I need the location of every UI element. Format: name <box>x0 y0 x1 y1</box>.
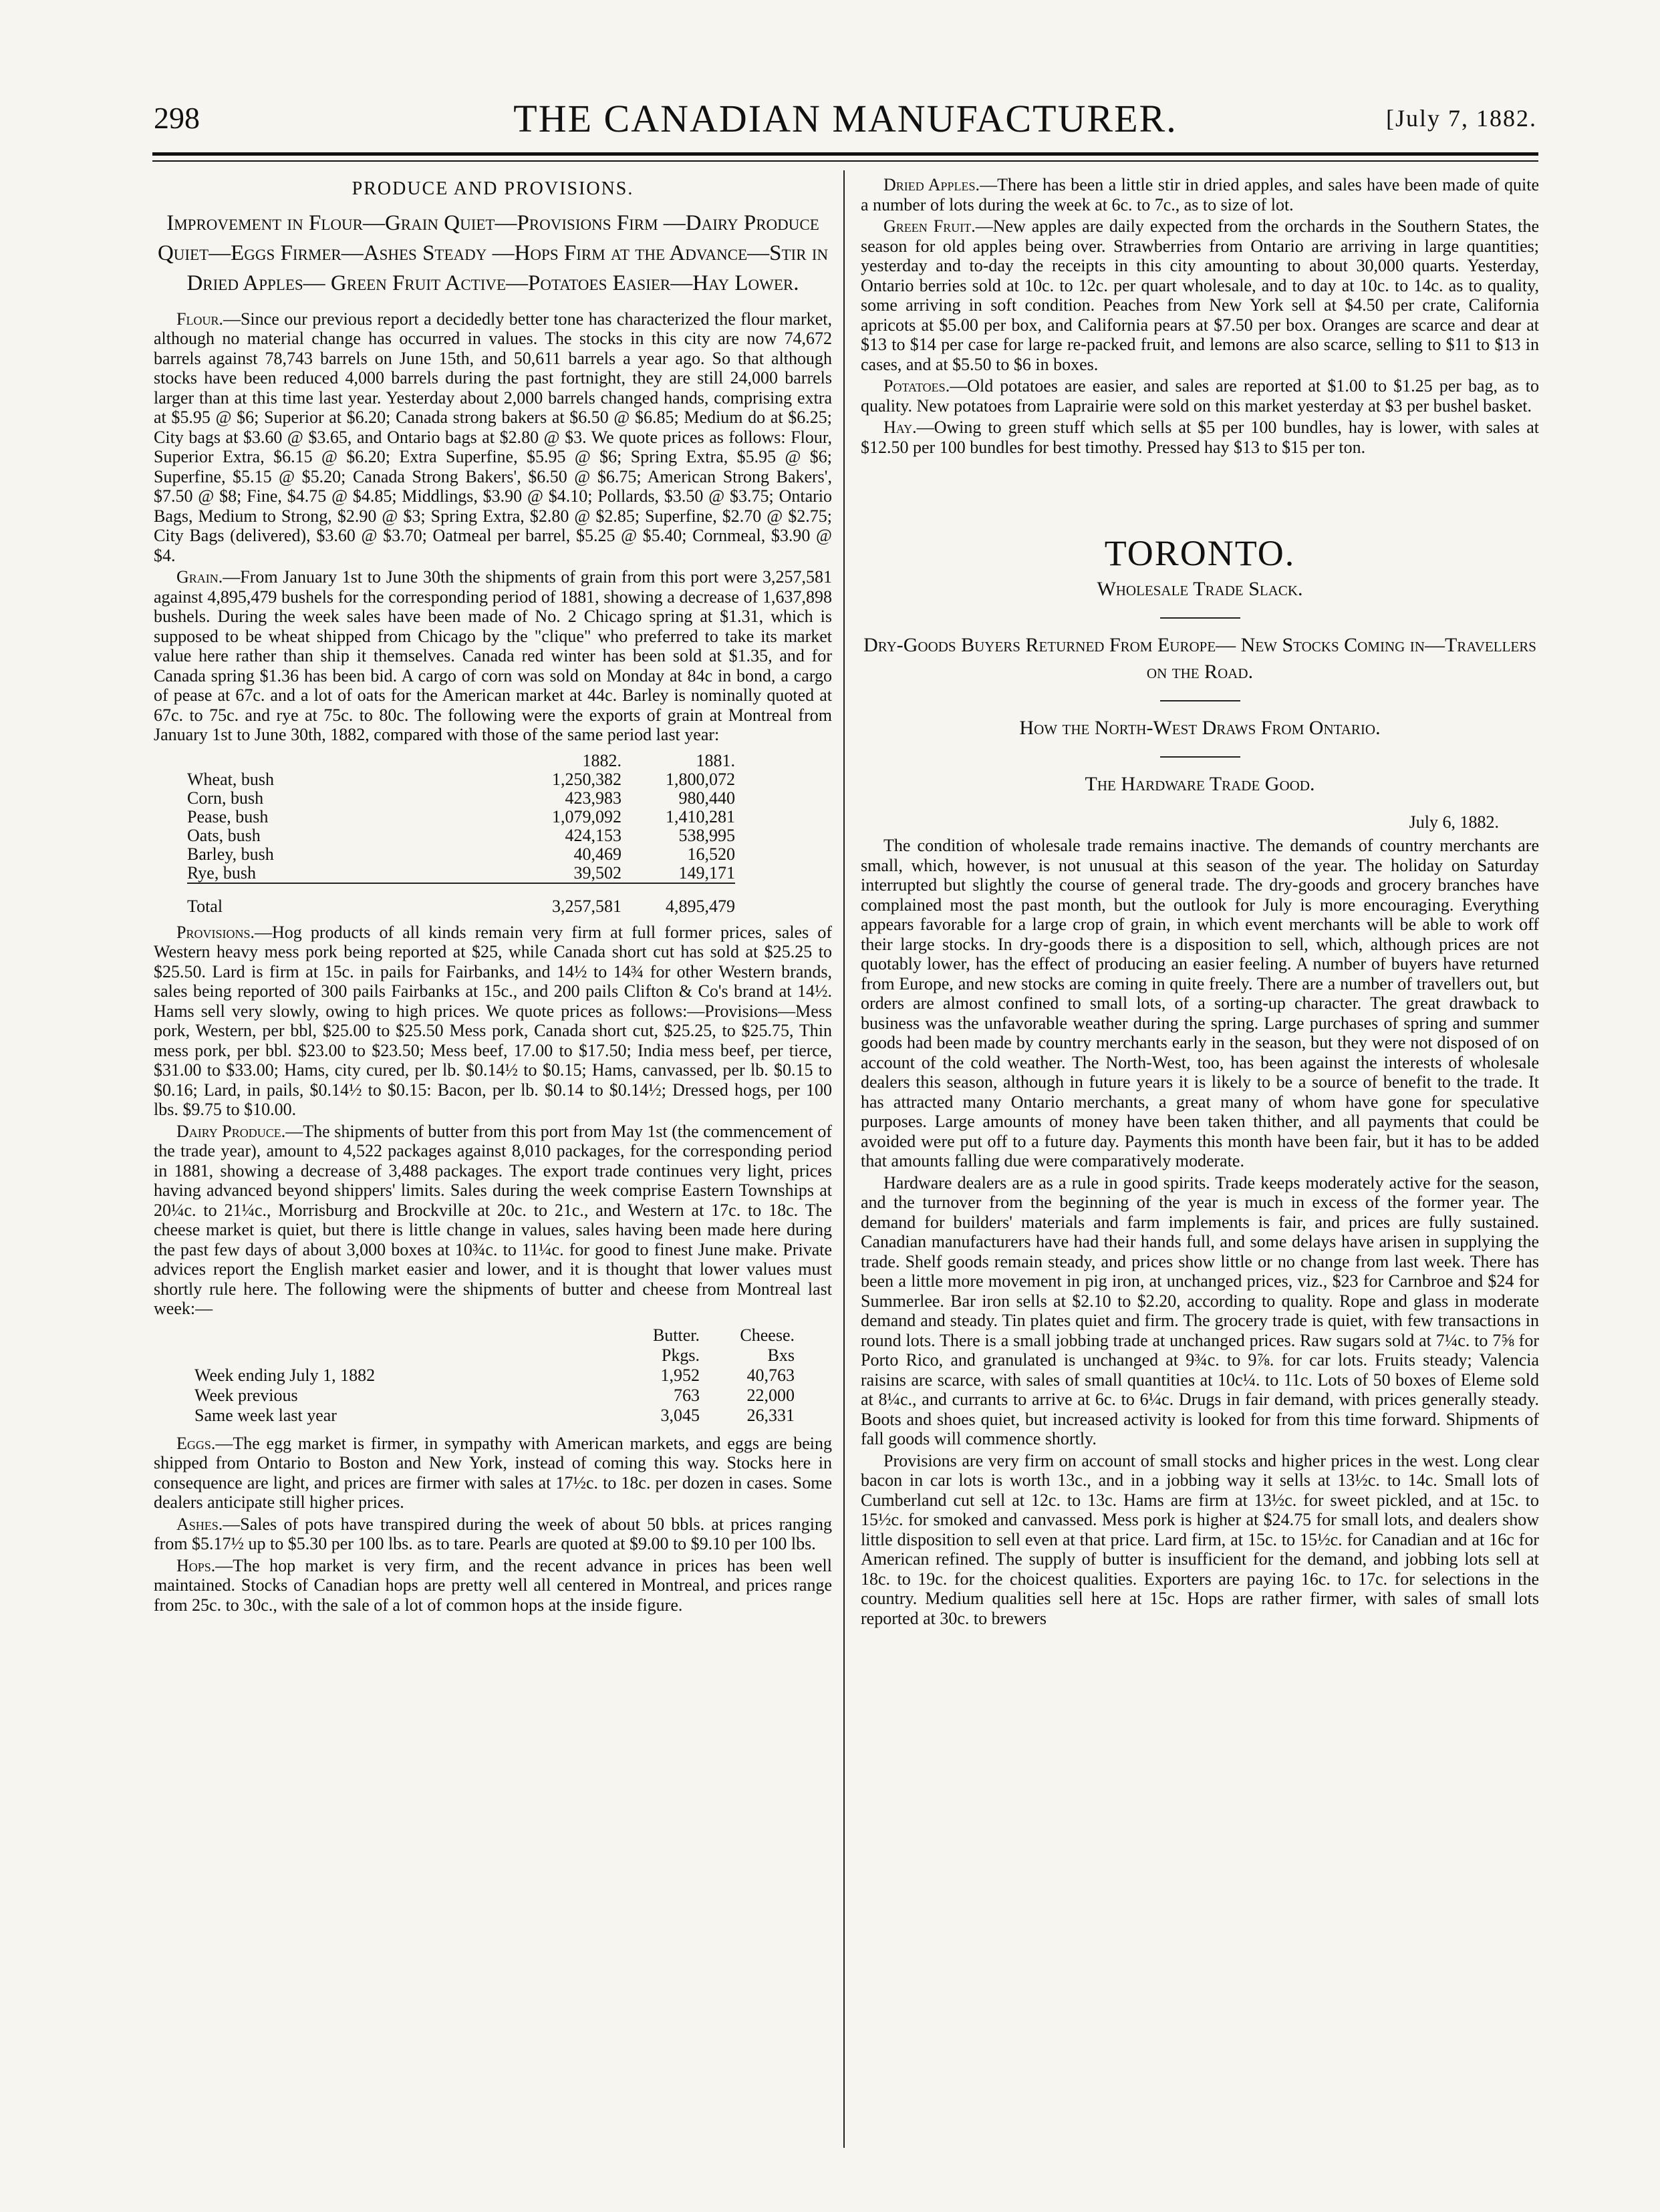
dried-apples-paragraph <box>861 175 1539 214</box>
masthead-title: THE CANADIAN MANUFACTURER. <box>513 97 1178 140</box>
heading-rule <box>1160 756 1240 758</box>
paragraph-text: —Hog products of all kinds remain very firm at full former prices, sales of Western heavy mess pork being reported at $25, while Canada short cut has sold at $25.25 to $25.50. Lard is firm at 15c. in pails for Fairbanks, and 14½ to 14¾ for other Western brands, sales being reported of 300 pails Fairbanks at 15c., and 200 pails Clifton & Co's brand at 14½. Hams sell very slowly, owing to high prices. We quote prices as follows:—Provisions—Mess pork, Western, per bbl, $25.00 to $25.50 Mess pork, Canada short cut, $25.25, to $25.75, Thin mess pork, per bbl. $23.00 to $23.50; Mess beef, 17.00 to $17.50; India mess beef, per tierce, $31.00 to $33.00; Hams, city cured, per lb. $0.14½ to $0.15; Hams, canvassed, per lb. $0.15 to $0.16; Lard, in pails, $0.14½ to $0.15: Bacon, per lb. $0.14 to $0.14½; Dressed hogs, per 100 lbs. $9.75 to $10.00. <box>154 922 832 1119</box>
green-fruit-paragraph <box>861 216 1539 374</box>
toronto-subheading: Dry-Goods Buyers Returned From Europe— New Stocks Coming in—Travellers on the Road. <box>863 633 1536 683</box>
row-label: Week ending July 1, 1882 <box>194 1365 376 1385</box>
run-in-head: Provisions. <box>176 922 255 942</box>
hops-paragraph <box>154 1556 832 1615</box>
heading-rule <box>1160 700 1240 701</box>
butter-cheese-table <box>194 1325 795 1426</box>
section-title: PRODUCE AND PROVISIONS. <box>352 178 634 199</box>
cell-1881: 1,800,072 <box>666 769 735 789</box>
run-in-head: Ashes. <box>176 1514 223 1534</box>
table-row <box>194 1386 795 1406</box>
table-row <box>187 808 735 826</box>
eggs-paragraph <box>154 1434 832 1513</box>
row-label: Wheat, bush <box>187 769 274 789</box>
toronto-subheading: How the North-West Draws From Ontario. <box>1019 716 1381 739</box>
cell-butter: 763 <box>674 1385 700 1405</box>
run-in-head: Grain. <box>176 567 223 587</box>
run-in-head: Eggs. <box>176 1433 216 1453</box>
paragraph-text: —Old potatoes are easier, and sales are reported at $1.00 to $1.25 per bag, as to quality. New potatoes from Laprairie were sold on this market yesterday at $3 per bushel basket. <box>861 376 1539 416</box>
page-header <box>154 97 1537 147</box>
run-in-head: Potatoes. <box>883 376 950 396</box>
cell-cheese: 22,000 <box>746 1385 795 1405</box>
hay-paragraph <box>861 418 1539 457</box>
table-row <box>194 1366 795 1386</box>
grain-paragraph <box>154 567 832 745</box>
dairy-paragraph <box>154 1122 832 1319</box>
page-number: 298 <box>154 101 200 135</box>
cell-cheese: 40,763 <box>746 1365 795 1385</box>
row-label: Barley, bush <box>187 844 274 864</box>
cell-1881: 980,440 <box>678 788 735 808</box>
table-row <box>187 789 735 808</box>
column-header: 1882. <box>582 750 621 770</box>
run-in-head: Dairy Produce. <box>176 1121 286 1141</box>
toronto-heading: TORONTO. <box>1104 533 1296 573</box>
row-label: Week previous <box>194 1385 298 1405</box>
table-header-row <box>194 1325 795 1346</box>
column-unit: Pkgs. <box>661 1345 700 1365</box>
ashes-paragraph <box>154 1515 832 1554</box>
column-divider <box>843 170 845 2148</box>
run-in-head: Green Fruit. <box>883 216 976 236</box>
provisions-toronto-paragraph: Provisions are very firm on account of small stocks and higher prices in the west. Long clear bacon in car lots is worth 13c., and in a jobbing way it sells at 13½c. to 14c. Small lots of Cumberland cut sell at 12c. to 13c. Hams are firm at 13½c. for sweet pickled, and at 15c. to 15½c. for smoked and canvassed. Mess pork is higher at $24.75 for small lots, and dealers show little disposition to sell even at that price. Lard firm, at 15c. to 15½c. for Canadian and at 16c for American refined. The supply of butter is insufficient for the demand, and jobbing lots sell at 18c. to 19c. for the choicest qualities. Exporters are paying 16c. to 17c. for selections in the country. Medium qualities sell here at 15c. Hops are rather firmer, with sales of small lots reported at 30c. to brewers <box>861 1450 1539 1628</box>
cell-1881: 538,995 <box>678 825 735 845</box>
cell-1882: 40,469 <box>573 844 621 864</box>
row-label: Corn, bush <box>187 788 264 808</box>
table-header-row <box>187 752 735 770</box>
right-column <box>861 175 1539 1630</box>
paragraph-text: —Owing to green stuff which sells at $5 per 100 bundles, hay is lower, with sales at $12.50 per 100 bundles for best timothy. Pressed hay $13 to $15 per ton. <box>861 418 1539 457</box>
total-1881: 4,895,479 <box>666 896 735 916</box>
provisions-paragraph <box>154 923 832 1120</box>
total-label: Total <box>187 896 223 916</box>
row-label: Same week last year <box>194 1405 337 1425</box>
total-row <box>187 887 735 916</box>
row-label: Rye, bush <box>187 862 256 883</box>
dateline: July 6, 1882. <box>1409 812 1499 832</box>
issue-date: [July 7, 1882. <box>1386 105 1537 132</box>
header-rule-thin <box>152 160 1538 162</box>
cell-1882: 1,079,092 <box>552 806 621 826</box>
cell-cheese: 26,331 <box>746 1405 795 1425</box>
column-unit: Bxs <box>767 1345 795 1365</box>
total-1882: 3,257,581 <box>552 896 621 916</box>
cell-1882: 39,502 <box>573 862 621 883</box>
paragraph-text: —Since our previous report a decidedly better tone has characterized the flour market, although no material change has occurred in values. The stocks in this city are now 74,672 barrels against 78,743 barrels on June 15th, and 50,611 barrels a year ago. So that although stocks have been reduced 4,000 barrels during the past fortnight, they are still 24,000 barrels larger than at this time last year. Yesterday about 2,000 barrels changed hands, comprising extra at $5.95 @ $6; Superior at $6.20; Canada strong bakers at $6.50 @ $6.85; Medium do at $6.25; City bags at $3.60 @ $3.65, and Ontario bags at $2.80 @ $3. We quote prices as follows: Flour, Superior Extra, $6.15 @ $6.20; Extra Superfine, $5.95 @ $6; Spring Extra, $5.95 @ $6; Superfine, $5.15 @ $5.20; Canada Strong Bakers', $6.50 @ $6.75; American Strong Bakers', $7.50 @ $8; Fine, $4.75 @ $4.85; Middlings, $3.90 @ $4.10; Pollards, $3.50 @ $3.75; Ontario Bags, Medium to Strong, $2.90 @ $3; Spring Extra, $2.80 @ $2.85; Superfine, $2.70 @ $2.75; City Bags (delivered), $3.60 @ $3.70; Oatmeal per barrel, $5.25 @ $5.40; Cornmeal, $3.90 @ $4. <box>154 309 832 565</box>
cell-1882: 423,983 <box>565 788 621 808</box>
run-in-head: Flour. <box>176 309 223 329</box>
cell-butter: 1,952 <box>660 1365 700 1385</box>
row-label: Pease, bush <box>187 806 269 826</box>
paragraph-text: —There has been a little stir in dried apples, and sales have been made of quite a number of lots during the week at 6c. to 7c., as to size of lot. <box>861 175 1539 214</box>
row-label: Oats, bush <box>187 825 261 845</box>
cell-1881: 1,410,281 <box>666 806 735 826</box>
run-in-head: Hops. <box>176 1555 216 1575</box>
toronto-subheading: Wholesale Trade Slack. <box>1097 577 1303 600</box>
potatoes-paragraph <box>861 376 1539 416</box>
left-column <box>154 175 832 1617</box>
table-row <box>194 1406 795 1426</box>
cell-1881: 149,171 <box>678 862 735 883</box>
run-in-head: Dried Apples. <box>883 175 980 194</box>
hardware-paragraph: Hardware dealers are as a rule in good spirits. Trade keeps moderately active for the season, and the turnover from the beginning of the year is much in excess of the former year. The demand for builders' materials and farm implements is fair, and prices are fully sustained. Canadian manufacturers have had their hands full, and some delays have arisen in supplying the trade. Shelf goods remain steady, and prices show little or no change from last week. There has been a little more movement in pig iron, at unchanged prices, viz., $23 for Carnbroe and $24 for Summerlee. Bar iron sells at $2.10 to $2.20, according to quality. Rope and glass in moderate demand and steady. Tin plates quiet and firm. The grocery trade is quiet, with few transactions in round lots. There is a small jobbing trade at unchanged prices. Raw sugars sold at 7¼c. to 7⅝ for Porto Rico, and granulated is unchanged at 9¾c. to 9⅞. for car lots. Fruits steady; Valencia raisins are scarce, with sales of small quantities at 10c¼. to 11c. Lots of 50 boxes of Eleme sold at 8¼c., and currants to arrive at 6c. to 6¼c. Drugs in fair demand, with prices generally steady. Boots and shoes quiet, but increased activity is looked for from this time forward. Shipments of fall goods will commence shortly. <box>861 1172 1539 1448</box>
paragraph-text: —New apples are daily expected from the orchards in the Southern States, the season for old apples being over. Strawberries from Ontario are arriving in large quantities; yesterday and to-day the receipts in this city amounting to about 30,000 quarts. Yesterday, Ontario berries sold at 10c. to 12c. per quart wholesale, and to day at 10c. to 14c. as to quality, some arriving in soft condition. Peaches from New York sell at $4.50 per crate, California apricots at $5.00 per box, and California pears at $7.50 per box. Oranges are scarce and dear at $13 to $14 per case for large re-packed fruit, and lemons are also scarce, selling to $11 to $13 in cases, and at $5.50 to $6 in boxes. <box>861 216 1539 374</box>
section-subheading: Improvement in Flour—Grain Quiet—Provisions Firm —Dairy Produce Quiet—Eggs Firmer—Ashes Steady —Hops Firm at the Advance—Stir in Dried Apples— Green Fruit Active—Potatoes Easier—Hay Lower. <box>157 210 829 295</box>
table-unit-row <box>194 1346 795 1366</box>
paragraph-text: —The shipments of butter from this port from May 1st (the commencement of the trade year), amount to 4,522 packages against 8,010 packages, for the corresponding period in 1881, showing a decrease of 3,488 packages. The export trade continues very light, prices having advanced beyond shippers' limits. Sales during the week comprise Eastern Townships at 20¼c. to 21¼c., Morrisburg and Brockville at 20c. to 21c., and Western at 17c. to 18c. The cheese market is quiet, but there is little change in values, sales having been made here during the past few days of about 3,000 boxes at 10¾c. to 11¼c. for good to finest June make. Private advices report the English market easier and lower, and it is thought that lower values must shortly rule here. The following were the shipments of butter and cheese from Montreal last week:— <box>154 1121 833 1318</box>
cell-butter: 3,045 <box>660 1405 700 1425</box>
paragraph-text: —From January 1st to June 30th the shipments of grain from this port were 3,257,581 against 4,895,479 bushels for the corresponding period of 1881, showing a decrease of 1,637,898 bushels. During the week sales have been made of No. 2 Chicago spring at $1.31, which is supposed to be wheat shipped from Chicago by the "clique" who preferred to take its market value here rather than ship it themselves. Canada red winter has been sold at $1.35, and for Canada spring $1.36 has been bid. A cargo of corn was sold on Monday at 84c in bond, a cargo of pease at 67c. and a lot of oats for the American market at 44c. Barley is nominally quoted at 67c. to 75c. and rye at 75c. to 80c. The following were the exports of grain at Montreal from January 1st to June 30th, 1882, compared with those of the same period last year: <box>154 567 832 744</box>
column-header: Cheese. <box>740 1325 795 1345</box>
table-row <box>187 826 735 845</box>
table-row <box>187 845 735 864</box>
cell-1881: 16,520 <box>687 844 735 864</box>
cell-1882: 1,250,382 <box>552 769 621 789</box>
paragraph-text: —Sales of pots have transpired during the week of about 50 bbls. at prices ranging from $5.17½ up to $5.30 per 100 lbs. as to tare. Pearls are quoted at $9.00 to $9.10 per 100 lbs. <box>154 1514 832 1553</box>
heading-rule <box>1160 617 1240 619</box>
grain-exports-table <box>187 752 735 916</box>
run-in-head: Hay. <box>883 418 917 437</box>
table-row <box>187 770 735 789</box>
column-header: 1881. <box>696 750 735 770</box>
table-row <box>187 864 735 883</box>
cell-1882: 424,153 <box>565 825 621 845</box>
header-rule <box>152 152 1538 156</box>
wholesale-paragraph: The condition of wholesale trade remains inactive. The demands of country merchants are small, which, however, is not unusual at this season of the year. The holiday on Saturday interrupted but slightly the course of general trade. The dry-goods and grocery branches have complained most the past month, but the outlook for July is more encouraging. Everything appears favorable for a large crop of grain, in which event merchants will be able to work off their large stocks. In dry-goods there is a disposition to sell, which, although prices are not quotably lower, has the effect of producing an easier feeling. A number of buyers have returned from Europe, and new stocks are coming in quite freely. There are a number of travellers out, but orders are almost confined to small lots, of a sorting-up character. The great drawback to business was the unfavorable weather during the spring. Large purchases of spring and summer goods had been made by country merchants early in the season, but they were not disposed of on account of the cold weather. The North-West, too, has been against the interests of wholesale dealers this season, although in future years it is likely to be a source of benefit to the trade. It has attracted many Ontario merchants, a great many of whom have gone for speculative purposes. Large amounts of money have been taken thither, and all payments that could be avoided were put off to a future day. Payments this month have been fair, but it has to be added that amounts falling due were comparatively moderate. <box>861 836 1539 1170</box>
paragraph-text: —The hop market is very firm, and the recent advance in prices has been well maintained. Stocks of Canadian hops are pretty well all centered in Montreal, and prices range from 25c. to 30c., with the sale of a lot of common hops at the inside figure. <box>154 1555 832 1615</box>
toronto-subheading: The Hardware Trade Good. <box>1085 772 1315 795</box>
flour-paragraph <box>154 309 832 566</box>
column-header: Butter. <box>652 1325 700 1345</box>
paragraph-text: —The egg market is firmer, in sympathy with American markets, and eggs are being shipped from Ontario to Boston and New York, instead of coming this way. Stocks here in consequence are light, and prices are firmer with sales at 17½c. to 18c. per dozen in cases. Some dealers anticipate still higher prices. <box>154 1433 832 1512</box>
